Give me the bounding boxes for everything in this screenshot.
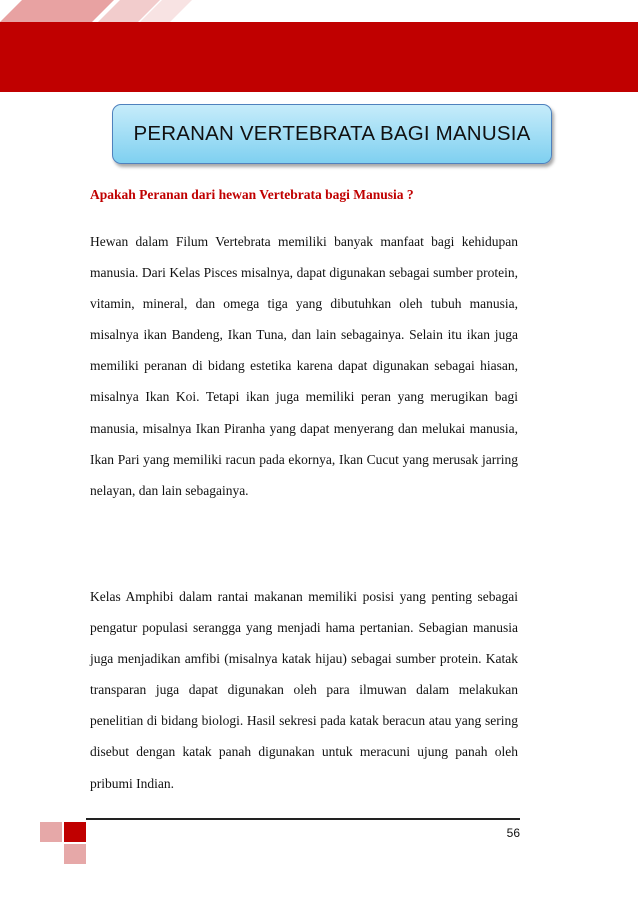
footer-divider bbox=[86, 818, 520, 820]
page-title: PERANAN VERTEBRATA BAGI MANUSIA bbox=[133, 122, 531, 145]
paragraph-pisces: Hewan dalam Filum Vertebrata memiliki banyak manfaat bagi kehidupan manusia. Dari Kelas Pisces misalnya, dapat digunakan sebagai sumber protein, vitamin, mineral, dan omega tiga yang dibutuhkan oleh tubuh manusia, misalnya ikan Bandeng, Ikan Tuna, dan lain sebagainya. Selain itu ikan juga memiliki peranan di bidang estetika karena dapat digunakan sebagai hiasan, misalnya Ikan Koi. Tetapi ikan juga memiliki peran yang merugikan bagi manusia, misalnya Ikan Piranha yang dapat menyerang dan melukai manusia, Ikan Pari yang memiliki racun pada ekornya, Ikan Cucut yang merusak jarring nelayan, dan lain sebagainya. bbox=[90, 234, 518, 498]
title-box bbox=[112, 104, 552, 164]
footer-decor-square bbox=[64, 844, 86, 864]
section-heading: Apakah Peranan dari hewan Vertebrata bagi Manusia ? bbox=[90, 187, 414, 202]
page-number: 56 bbox=[506, 826, 520, 840]
footer-decor-square bbox=[40, 822, 62, 842]
paragraph-amphibi: Kelas Amphibi dalam rantai makanan memiliki posisi yang penting sebagai pengatur populasi serangga yang menjadi hama pertanian. Sebagian manusia juga menjadikan amfibi (misalnya katak hijau) sebagai sumber protein. Katak transparan juga dapat digunakan oleh para ilmuwan dalam melakukan penelitian di bidang biologi. Hasil sekresi pada katak beracun atau yang sering disebut dengan katak panah digunakan untuk meracuni ujung panah oleh pribumi Indian. bbox=[90, 589, 518, 791]
header-band bbox=[0, 22, 638, 92]
header-decor-tab bbox=[0, 0, 114, 22]
footer-decor-square bbox=[64, 822, 86, 842]
